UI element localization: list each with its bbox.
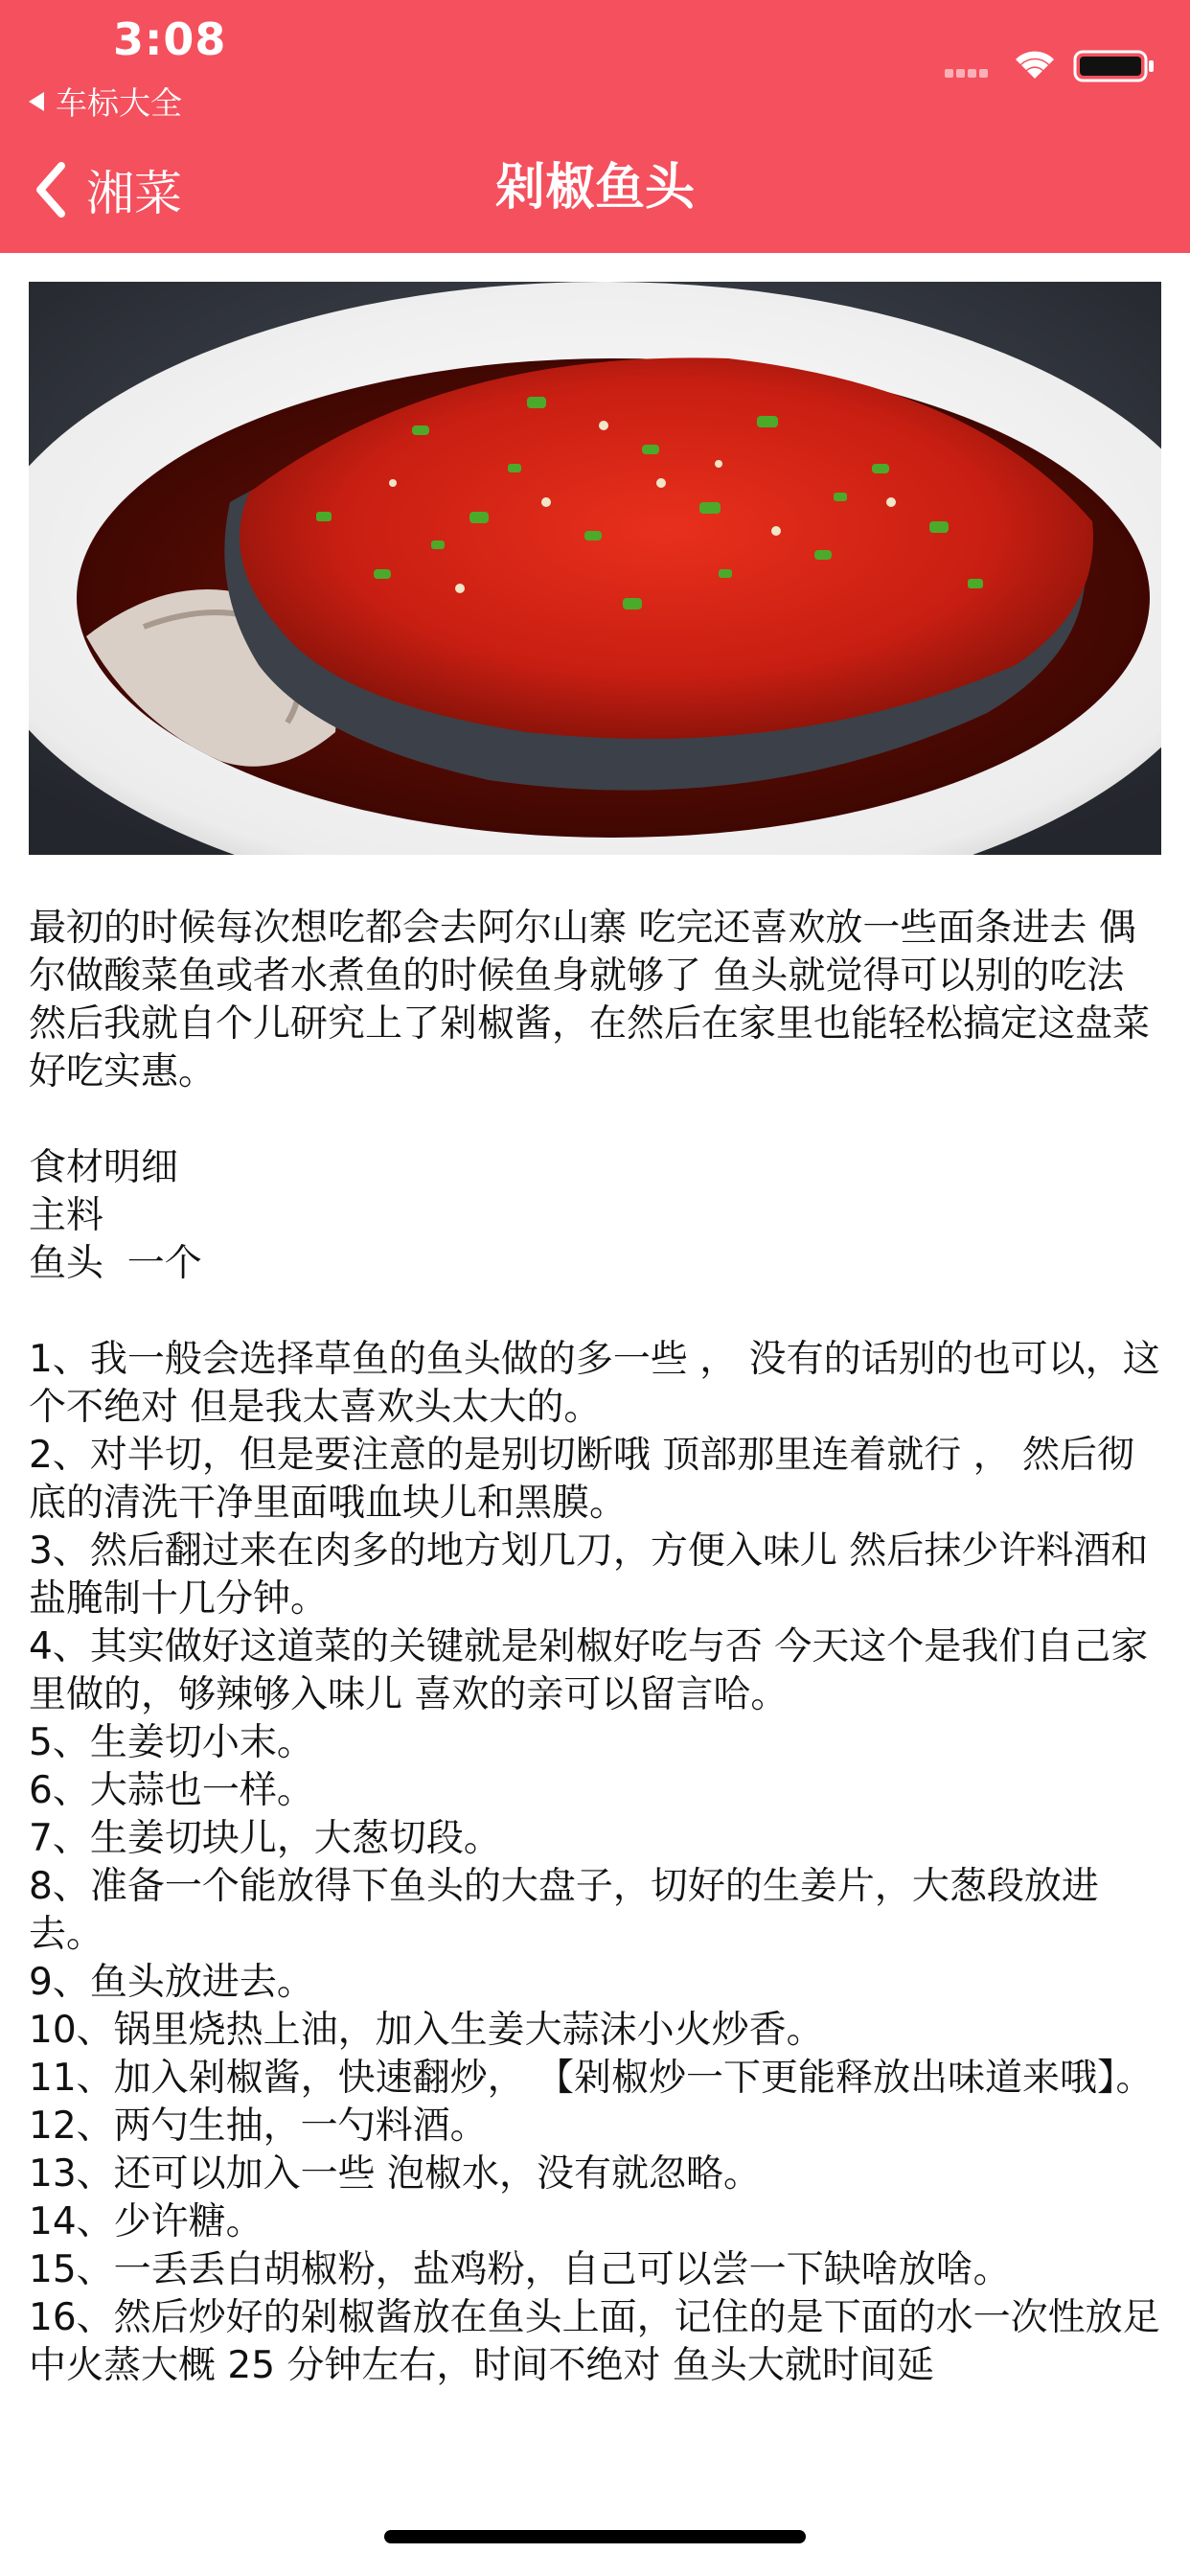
step-item: 15、一丢丢白胡椒粉，盐鸡粉，自己可以尝一下缺啥放啥。: [29, 2248, 1011, 2291]
status-time: 3:08: [113, 13, 227, 65]
dish-photo-graphic: [29, 282, 1161, 855]
spacer: [29, 1288, 1169, 1336]
step-item: 1、我一般会选择草鱼的鱼头做的多一些 ， 没有的话别的也可以，这个不绝对 但是我太喜欢头太大的。: [29, 1338, 1160, 1429]
step-item: 14、少许糖。: [29, 2200, 263, 2243]
step-item: 13、还可以加入一些 泡椒水，没有就忽略。: [29, 2152, 762, 2196]
step-item: 11、加入剁椒酱，快速翻炒， 【剁椒炒一下更能释放出味道来哦】。: [29, 2057, 1154, 2100]
signal-icon: [945, 69, 988, 78]
status-icons: [941, 46, 1190, 84]
navigation-header: [0, 0, 1190, 253]
step-item: 8、准备一个能放得下鱼头的大盘子，切好的生姜片，大葱段放进去。: [29, 1865, 1099, 1956]
step-item: 4、其实做好这道菜的关键就是剁椒好吃与否 今天这个是我们自己家里做的，够辣够入味儿 喜欢的亲可以留言哈。: [29, 1625, 1149, 1716]
step-item: 10、锅里烧热上油，加入生姜大蒜沫小火炒香。: [29, 2009, 824, 2052]
wifi-icon: [1016, 52, 1054, 79]
dish-photo: [29, 282, 1161, 855]
main-ingredient-item: 鱼头 一个: [29, 1242, 202, 1285]
back-to-app-link[interactable]: [29, 79, 182, 124]
page-title: 剁椒鱼头: [494, 159, 695, 217]
step-item: 12、两勺生抽，一勺料酒。: [29, 2104, 488, 2148]
home-indicator[interactable]: [384, 2530, 806, 2543]
recipe-article: [29, 905, 1169, 2390]
step-item: 2、对半切，但是要注意的是别切断哦 顶部那里连着就行 ， 然后彻底的清洗干净里面哦血块儿和黑膜。: [29, 1434, 1135, 1525]
step-item: 5、生姜切小末。: [29, 1721, 314, 1764]
step-item: 7、生姜切块儿，大葱切段。: [29, 1817, 501, 1860]
intro-paragraph: 最初的时候每次想吃都会去阿尔山寨 吃完还喜欢放一些面条进去 偶尔做酸菜鱼或者水煮鱼的时候鱼身就够了 鱼头就觉得可以别的吃法 然后我就自个儿研究上了剁椒酱，在然后在家里也能轻松搞定这盘菜 好吃实惠。: [29, 907, 1151, 1093]
step-item: 9、鱼头放进去。: [29, 1961, 314, 2004]
ingredients-title: 食材明细: [29, 1146, 179, 1189]
step-item: 3、然后翻过来在肉多的地方划几刀，方便入味儿 然后抹少许料酒和盐腌制十几分钟。: [29, 1530, 1149, 1621]
main-ingredient-label: 主料: [29, 1194, 104, 1237]
nav-back-label: 湘菜: [86, 166, 182, 221]
back-triangle-icon: [29, 92, 44, 111]
step-item: 16、然后炒好的剁椒酱放在鱼头上面，记住的是下面的水一次性放足 中火蒸大概 25 分钟左右，时间不绝对 鱼头大就时间延: [29, 2296, 1160, 2387]
step-item: 6、大蒜也一样。: [29, 1769, 314, 1812]
back-app-label: 车标大全: [56, 84, 182, 122]
battery-icon: [1075, 52, 1154, 80]
spacer: [29, 1096, 1169, 1144]
